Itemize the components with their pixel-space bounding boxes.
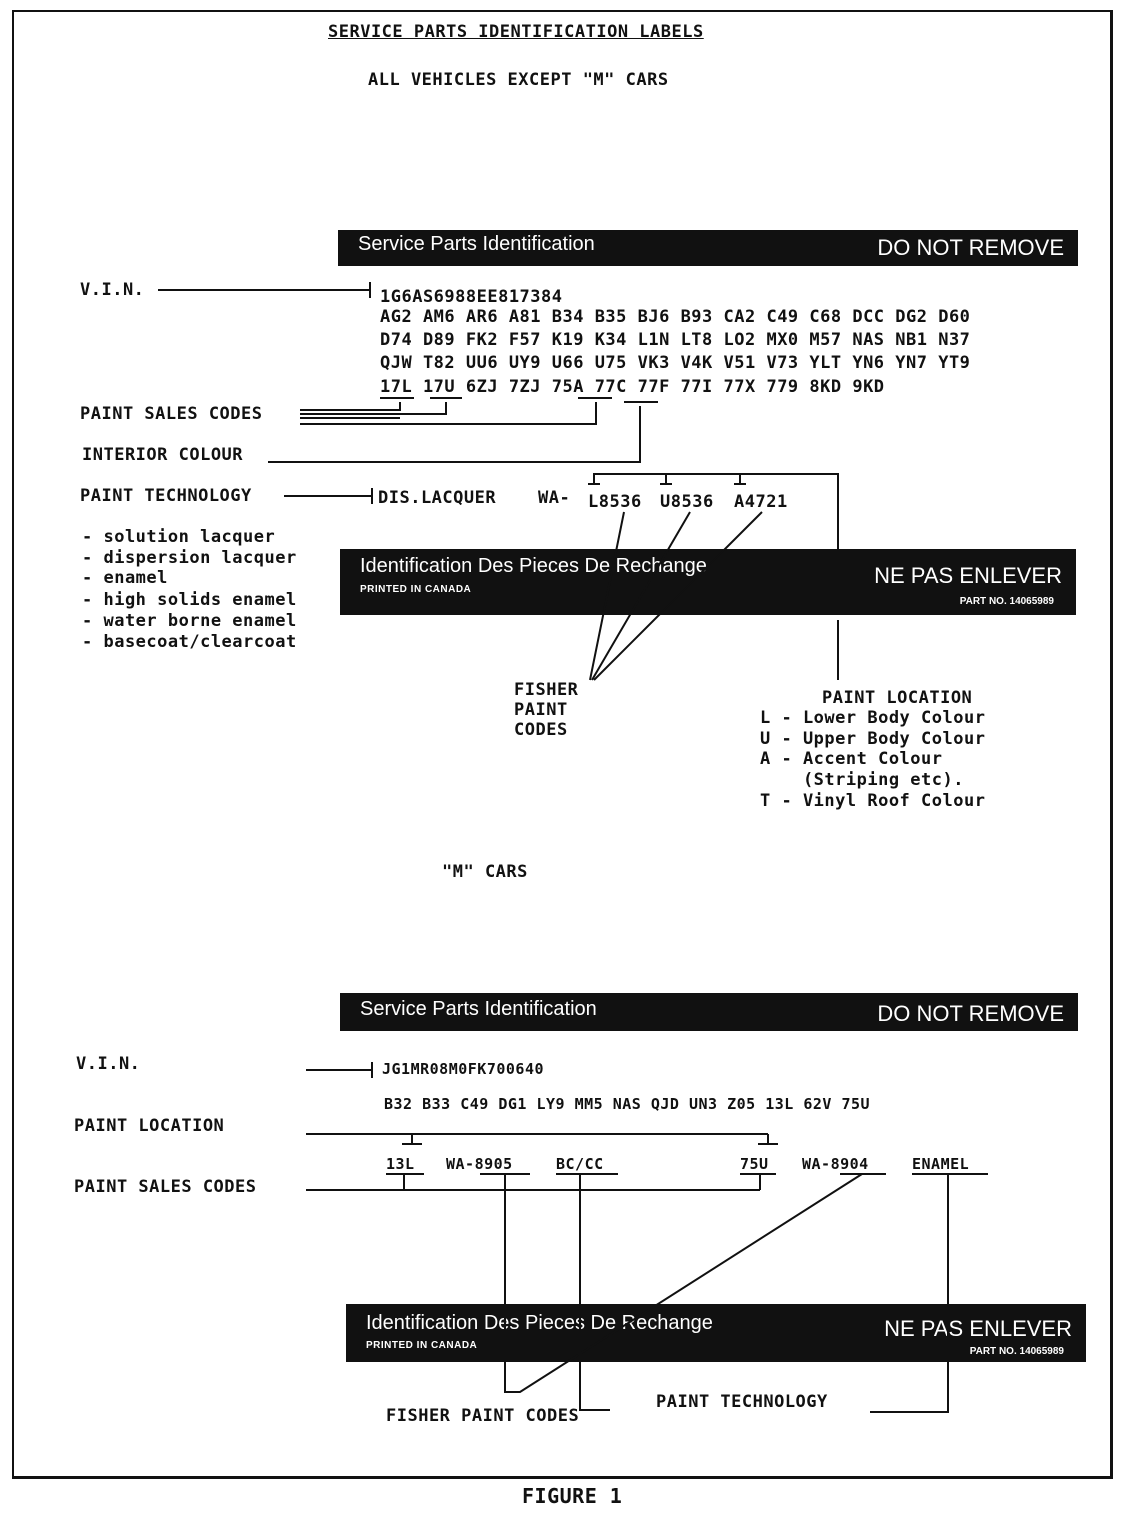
label2-item: 13L	[386, 1155, 415, 1173]
label2-item: WA-8905	[446, 1155, 513, 1173]
label2-item: ENAMEL	[912, 1155, 970, 1173]
page-subtitle: ALL VEHICLES EXCEPT "M" CARS	[368, 70, 669, 90]
label1-bottom-left: Identification Des Pieces De Rechange	[360, 555, 707, 577]
label1-bottom-right: NE PAS ENLEVER	[874, 563, 1062, 588]
label1-fisher-code: L8536	[588, 492, 642, 512]
paint-location-item: U - Upper Body Colour	[760, 729, 986, 749]
label2-item: BC/CC	[556, 1155, 604, 1173]
paint-location-item: L - Lower Body Colour	[760, 708, 986, 728]
label1-fisher-code: U8536	[660, 492, 714, 512]
label2-top-left: Service Parts Identification	[360, 998, 597, 1020]
label1-top-left: Service Parts Identification	[358, 233, 595, 255]
label2-vin-label: V.I.N.	[76, 1054, 141, 1074]
technology-list-item: - basecoat/clearcoat	[82, 632, 297, 652]
label2-paint-sales-codes: PAINT SALES CODES	[74, 1177, 257, 1197]
label2-printed-in: PRINTED IN CANADA	[366, 1340, 478, 1351]
page-title: SERVICE PARTS IDENTIFICATION LABELS	[328, 22, 704, 42]
technology-list-item: - water borne enamel	[82, 611, 297, 631]
label2-part-no: PART NO. 14065989	[969, 1346, 1064, 1357]
fisher-label-line: CODES	[514, 720, 568, 740]
label1-codes-row: 17L 17U 6ZJ 7ZJ 75A 77C 77F 77I 77X 779 8KD 9KD	[380, 377, 885, 397]
label2-paint-location: PAINT LOCATION	[74, 1116, 225, 1136]
label1-part-no: PART NO. 14065989	[959, 596, 1054, 607]
label2-paint-technology: PAINT TECHNOLOGY	[656, 1392, 828, 1412]
label1-vin-value: 1G6AS6988EE817384	[380, 287, 563, 307]
paint-location-item: (Striping etc).	[760, 770, 964, 790]
label1-fisher-code: A4721	[734, 492, 788, 512]
fisher-label-line: FISHER	[514, 680, 579, 700]
label1-paint-sales-codes: PAINT SALES CODES	[80, 404, 263, 424]
label2-fisher-paint-codes: FISHER PAINT CODES	[386, 1406, 580, 1426]
label1-technology-value: DIS.LACQUER	[378, 488, 497, 508]
label2-bottom-right: NE PAS ENLEVER	[884, 1316, 1072, 1341]
label2-codes-row: B32 B33 C49 DG1 LY9 MM5 NAS QJD UN3 Z05 13L 62V 75U	[384, 1095, 871, 1113]
figure-caption: FIGURE 1	[522, 1484, 623, 1508]
label2-item: WA-8904	[802, 1155, 869, 1173]
label2-top-right: DO NOT REMOVE	[877, 1001, 1064, 1026]
label1-codes-row: QJW T82 UU6 UY9 U66 U75 VK3 V4K V51 V73 YLT YN6 YN7 YT9	[380, 353, 971, 373]
fisher-label-line: PAINT	[514, 700, 568, 720]
technology-list-item: - enamel	[82, 568, 168, 588]
label1-codes-row: D74 D89 FK2 F57 K19 K34 L1N LT8 LO2 MX0 M57 NAS NB1 N37	[380, 330, 971, 350]
label1-vin-label: V.I.N.	[80, 280, 145, 300]
label1-interior-colour: INTERIOR COLOUR	[82, 445, 244, 465]
label2-vin-value: JG1MR08M0FK700640	[382, 1060, 545, 1078]
m-cars-heading: "M" CARS	[442, 862, 528, 882]
label2-item: 75U	[740, 1155, 769, 1173]
label1-wa-prefix: WA-	[538, 488, 571, 508]
paint-location-item: T - Vinyl Roof Colour	[760, 791, 986, 811]
technology-list-item: - dispersion lacquer	[82, 548, 297, 568]
paint-location-title: PAINT LOCATION	[822, 688, 973, 708]
label1-top-right: DO NOT REMOVE	[877, 235, 1064, 260]
paint-location-item: A - Accent Colour	[760, 749, 943, 769]
technology-list-item: - high solids enamel	[82, 590, 297, 610]
technology-list-item: - solution lacquer	[82, 527, 276, 547]
label1-codes-row: AG2 AM6 AR6 A81 B34 B35 BJ6 B93 CA2 C49 C68 DCC DG2 D60	[380, 307, 971, 327]
label2-bottom-left: Identification Des Pieces De Rechange	[366, 1312, 713, 1334]
label1-printed-in: PRINTED IN CANADA	[360, 584, 472, 595]
label1-paint-technology: PAINT TECHNOLOGY	[80, 486, 252, 506]
